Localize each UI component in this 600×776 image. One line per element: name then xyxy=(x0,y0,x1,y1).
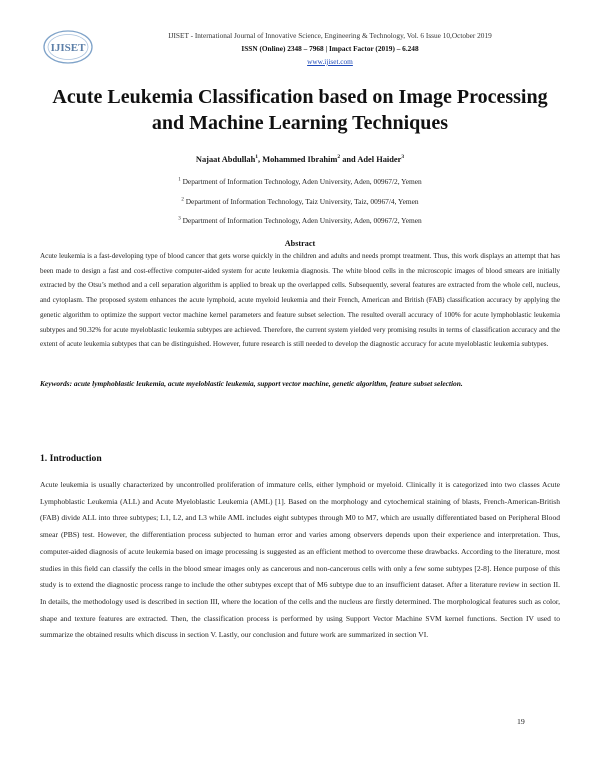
affiliation-2: $^2$ Department of Information Technology, Taiz University, Taiz, 00967/4, Yemen xyxy=(181,197,419,206)
page-number: 19 xyxy=(517,717,525,726)
paper-title: Acute Leukemia Classification based on Image Processing and Machine Learning Techniques xyxy=(52,86,548,134)
author-sup: 2 xyxy=(337,154,341,160)
introduction-text: Acute leukemia is usually characterized by uncontrolled proliferation of immature cells, either lymphoid or myeloid. Clinically it is categorized into two classes Acute Lymphoblastic Leukemia (ALL) and Acute Myeloblastic Leukemia (AML) [1]. Based on the morphology and cytochemical staining of blasts, French-American-British (FAB) divide ALL into three subtypes; L1, L2, and L3 while AML includes eight subtypes through M0 to M7, which are usually differentiated based on Peripheral Blood smear (PBS) test. However, the differentiation process subjected to human error and varies among observers depends upon their experience and interpretation. Thus, computer-aided diagnosis of acute leukemia based on image processing is suggested as an efficient method to overcome these drawbacks. According to the literature, most studies in this field can classify the cells in the blood smear images only as cancerous and non-cancerous cells with only a few some subtypes [2-8]. Hence purpose of this study is to extend the diagnostic process range to include the other subtypes except that of M6 subtype due to an insufficient dataset. After a literature review in section II. In details, the methodology used is described in section III, where the location of the cells and the nucleus are firstly determined. The morphological features such as color, shape and texture features are extracted. Then, the classification process is performed by using Support Vector Machine SVM kernel functions. Section IV used to summarize the obtained results which discuss in section V. Lastly, our conclusion and future work are summarized in section VI. xyxy=(40,480,560,640)
journal-logo xyxy=(42,28,94,66)
affiliation-1: $^1$ Department of Information Technology, Aden University, Aden, 00967/2, Yemen xyxy=(178,177,422,186)
affiliation-3: $^3$ Department of Information Technology, Aden University, Aden, 00967/2, Yemen xyxy=(178,216,422,225)
abstract-heading: Abstract xyxy=(284,239,316,248)
author-name: Mohammed Ibrahim xyxy=(262,154,338,164)
author-list: Najaat Abdullah$^1$, Mohammed Ibrahim$^2$ and Adel Haider$^3$ xyxy=(195,154,405,164)
keywords-label: Keywords: xyxy=(40,379,73,388)
abstract-text: Acute leukemia is a fast-developing type of blood cancer that gets worse quickly in the children and adults and needs prompt treatment. Thus, this work displays an attempt that has been made to design a fast and cost-effective computer-aided system for acute leukemia diagnosis. The white blood cells in the microscopic images of blood smears are initially extracted by the Otsu’s method and a cell separation algorithm is applied to break up the overlapped cells. Subsequently, several features are extracted from the whole cell, nucleus, and cytoplasm. The proposed system enhances the acute lymphoid, acute myeloid leukemia and their French, American and British (FAB) classification accuracy by applying the genetic algorithm to optimize the support vector machine kernel parameters and feature subset selection. The resulted overall accuracy of 100% for acute lymphoblastic leukemia subtypes and 90.32% for acute myeloblastic leukemia subtypes are achieved. Therefore, the current system yielded very promising results in terms of classification accuracy and the extent of acute leukemia subtypes that can be distinguished. However, future research is still needed to develop the diagnostic accuracy for acute myeloblastic leukemia subtypes. xyxy=(40,252,560,349)
author-sup: 3 xyxy=(401,154,405,160)
keywords-text: acute lymphoblastic leukemia, acute myeloblastic leukemia, support vector machine, genetic algorithm, feature subset selection. xyxy=(73,379,463,388)
issn-line: ISSN (Online) 2348 – 7968 | Impact Factor (2019) – 6.248 xyxy=(241,44,419,53)
section-heading-introduction: 1. Introduction xyxy=(40,453,102,464)
journal-line: IJISET - International Journal of Innovative Science, Engineering & Technology, Vol. 6 Issue 10,October 2019 xyxy=(168,31,492,40)
keywords xyxy=(40,379,560,390)
author-sup: 1 xyxy=(255,154,259,160)
author-name: Adel Haider xyxy=(357,154,402,164)
author-name: Najaat Abdullah xyxy=(195,154,256,164)
svg-text:IJISET: IJISET xyxy=(50,42,86,54)
journal-url-link[interactable]: www.ijiset.com xyxy=(307,57,353,66)
